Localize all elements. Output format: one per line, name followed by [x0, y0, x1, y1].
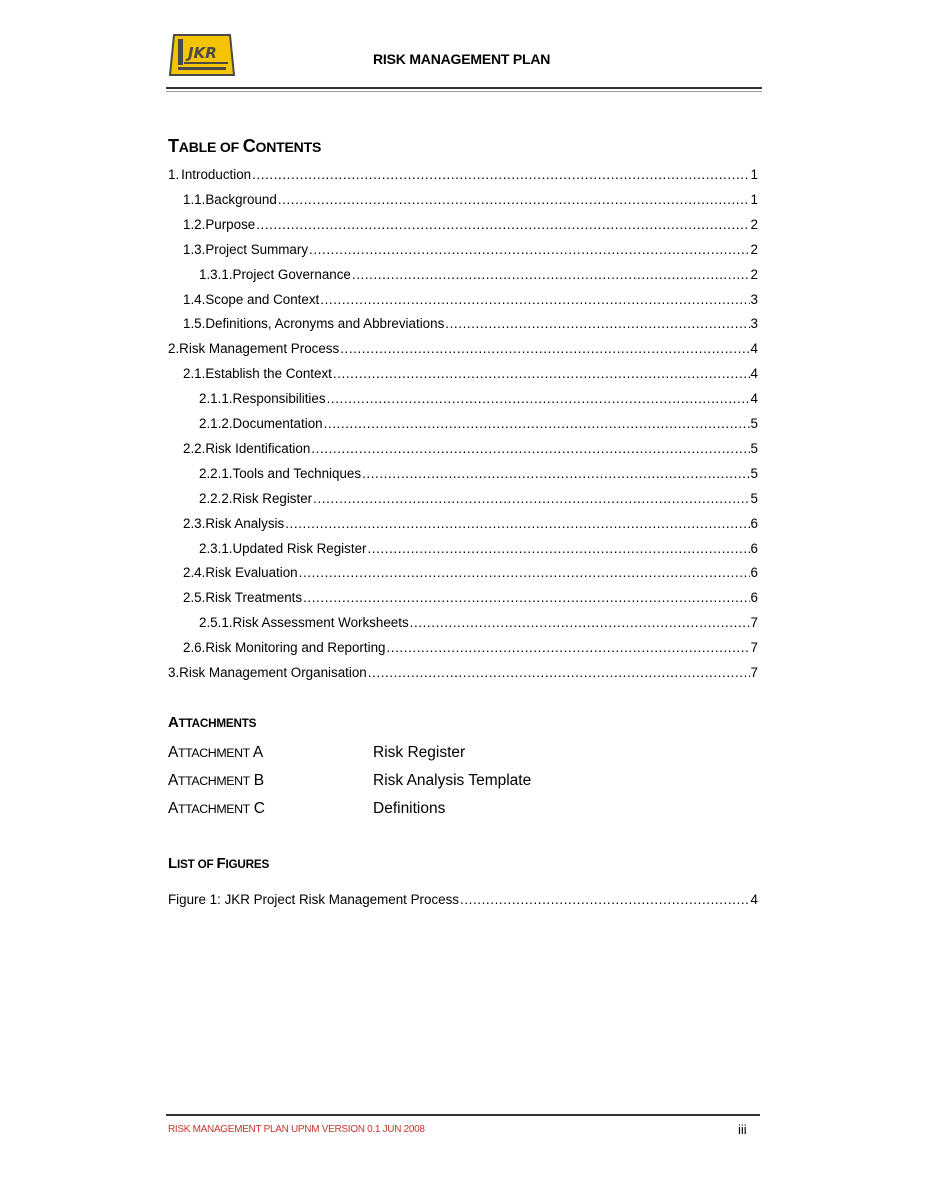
toc-entry-number: 3.	[168, 665, 180, 680]
dot-leader	[352, 266, 750, 284]
toc-entry-number: 2.6.	[183, 640, 206, 656]
toc-entry-title: Introduction	[181, 167, 252, 182]
toc-entry-number: 2.1.	[183, 366, 206, 382]
toc-entry-number: 2.5.	[183, 590, 206, 606]
footer-rule	[166, 1114, 760, 1116]
page-number: iii	[738, 1122, 747, 1137]
toc-entry-title: Risk Analysis	[205, 515, 285, 531]
toc-entry[interactable]	[199, 465, 758, 483]
dot-leader	[367, 540, 749, 558]
toc-entry-number: 1.4.	[183, 291, 206, 307]
toc-entry[interactable]	[183, 291, 758, 309]
toc-entry-title: Scope and Context	[205, 291, 320, 307]
toc-entry[interactable]	[199, 614, 758, 632]
toc-entry[interactable]	[183, 315, 758, 333]
toc-entry-title: Purpose	[205, 216, 256, 232]
toc-entry-number: 2.2.1.	[199, 465, 233, 481]
toc-entry-page: 2	[750, 216, 758, 232]
toc-entry-page: 1	[750, 167, 758, 182]
dot-leader	[460, 891, 750, 909]
toc-entry-page: 6	[750, 515, 758, 531]
attachment-label: ATTACHMENT B	[168, 772, 264, 789]
toc-entry-page: 3	[750, 316, 758, 332]
toc-entry[interactable]	[183, 589, 758, 607]
dot-leader	[309, 241, 750, 259]
dot-leader	[313, 490, 749, 508]
toc-entry-page: 6	[750, 565, 758, 581]
dot-leader	[311, 440, 749, 458]
toc-entry[interactable]	[199, 490, 758, 508]
toc-entry-title: Responsibilities	[232, 391, 326, 407]
dot-leader	[333, 365, 750, 383]
dot-leader	[445, 315, 749, 333]
figure-entry-page: 4	[750, 892, 758, 907]
toc-entry-title: Definitions, Acronyms and Abbreviations	[205, 316, 445, 332]
toc-entry-page: 5	[750, 440, 758, 456]
toc-entry[interactable]	[183, 365, 758, 383]
attachment-value: Risk Register	[373, 744, 466, 761]
toc-entry-page: 2	[750, 241, 758, 257]
toc-entry[interactable]	[183, 191, 758, 209]
toc-entry[interactable]	[183, 440, 758, 458]
toc-entry-page: 4	[750, 341, 758, 357]
toc-entry-page: 1	[750, 191, 758, 207]
toc-entry-title: Tools and Techniques	[232, 465, 362, 481]
toc-entry-page: 6	[750, 540, 758, 556]
toc-entry-number: 2.2.2.	[199, 490, 233, 506]
dot-leader	[362, 465, 749, 483]
toc-entry-page: 5	[750, 465, 758, 481]
toc-entry-number: 1.	[168, 167, 180, 182]
dot-leader	[410, 614, 750, 632]
dot-leader	[368, 664, 750, 682]
attachments-heading: ATTACHMENTS	[168, 714, 257, 731]
toc-entry-page: 7	[750, 665, 758, 680]
toc-entry[interactable]	[199, 266, 758, 284]
attachment-value: Risk Analysis Template	[373, 772, 532, 789]
figure-entry-text: Figure 1: JKR Project Risk Management Process	[168, 892, 459, 907]
toc-entry-page: 6	[750, 590, 758, 606]
toc-entry-number: 2.5.1.	[199, 615, 233, 631]
toc-entry-title: Project Summary	[205, 241, 309, 257]
toc-entry-number: 2.4.	[183, 565, 206, 581]
toc-entry[interactable]	[183, 564, 758, 582]
toc-entry-title: Risk Management Process	[179, 341, 340, 357]
dot-leader	[303, 589, 749, 607]
toc-entry-number: 1.2.	[183, 216, 206, 232]
dot-leader	[299, 564, 750, 582]
toc-entry-number: 2.3.	[183, 515, 206, 531]
toc-entry-page: 4	[750, 366, 758, 382]
toc-entry-number: 1.5.	[183, 316, 206, 332]
toc-entry[interactable]	[168, 166, 758, 184]
attachment-label: ATTACHMENT A	[168, 744, 263, 761]
dot-leader	[256, 216, 749, 234]
toc-entry-title: Risk Identification	[205, 440, 311, 456]
toc-entry-number: 2.1.2.	[199, 416, 233, 431]
toc-entry-title: Establish the Context	[205, 366, 332, 382]
figures-heading: LIST OF FIGURES	[168, 855, 270, 872]
dot-leader	[252, 166, 749, 184]
toc-entry-number: 2.	[168, 341, 180, 357]
toc-entry-title: Background	[205, 191, 277, 207]
attachment-value: Definitions	[373, 800, 446, 817]
dot-leader	[324, 415, 750, 433]
toc-entry-number: 1.3.	[183, 241, 206, 257]
toc-entry-page: 2	[750, 266, 758, 282]
toc-entry[interactable]	[183, 639, 758, 657]
header-rule-thin	[166, 91, 762, 92]
toc-entry-title: Risk Evaluation	[205, 565, 298, 581]
logo-text: JKR	[188, 44, 217, 62]
dot-leader	[320, 291, 749, 309]
dot-leader	[285, 515, 749, 533]
toc-entry[interactable]	[168, 664, 758, 682]
attachment-label: ATTACHMENT C	[168, 800, 265, 817]
dot-leader	[340, 340, 749, 358]
figure-entry[interactable]	[168, 891, 758, 909]
toc-entry-number: 2.3.1.	[199, 540, 233, 556]
toc-entry-title: Risk Management Organisation	[179, 665, 367, 680]
toc-entry-title: Risk Assessment Worksheets	[232, 615, 409, 631]
toc-entry-page: 5	[750, 416, 758, 431]
toc-entry-title: Documentation	[232, 416, 323, 431]
footer-text: RISK MANAGEMENT PLAN UPNM VERSION 0.1 JUN 2008	[168, 1124, 425, 1135]
toc-entry[interactable]	[183, 216, 758, 234]
toc-entry-title: Risk Treatments	[205, 590, 303, 606]
dot-leader	[278, 191, 750, 209]
toc-heading: TABLE OF CONTENTS	[168, 136, 322, 156]
toc-entry-page: 5	[750, 490, 758, 506]
toc-entry-page: 7	[750, 615, 758, 631]
toc-entry-title: Risk Monitoring and Reporting	[205, 640, 386, 656]
toc-entry-number: 2.1.1.	[199, 391, 233, 407]
toc-entry-number: 2.2.	[183, 440, 206, 456]
toc-entry-number: 1.1.	[183, 191, 206, 207]
header-rule	[166, 87, 762, 89]
toc-entry-title: Risk Register	[232, 490, 313, 506]
toc-entry-page: 7	[750, 640, 758, 656]
toc-entry-page: 4	[750, 391, 758, 407]
toc-entry[interactable]	[199, 390, 758, 408]
toc-entry-title: Project Governance	[232, 266, 351, 282]
toc-entry[interactable]	[199, 540, 758, 558]
dot-leader	[386, 639, 749, 657]
header-title: RISK MANAGEMENT PLAN	[373, 51, 551, 67]
toc-entry[interactable]	[168, 340, 758, 358]
jkr-logo	[168, 29, 236, 81]
toc-entry[interactable]	[183, 241, 758, 259]
toc-entry[interactable]	[183, 515, 758, 533]
toc-entry-title: Updated Risk Register	[232, 540, 367, 556]
dot-leader	[327, 390, 750, 408]
toc-entry-page: 3	[750, 291, 758, 307]
toc-entry-number: 1.3.1.	[199, 266, 233, 282]
toc-entry[interactable]	[199, 415, 758, 433]
